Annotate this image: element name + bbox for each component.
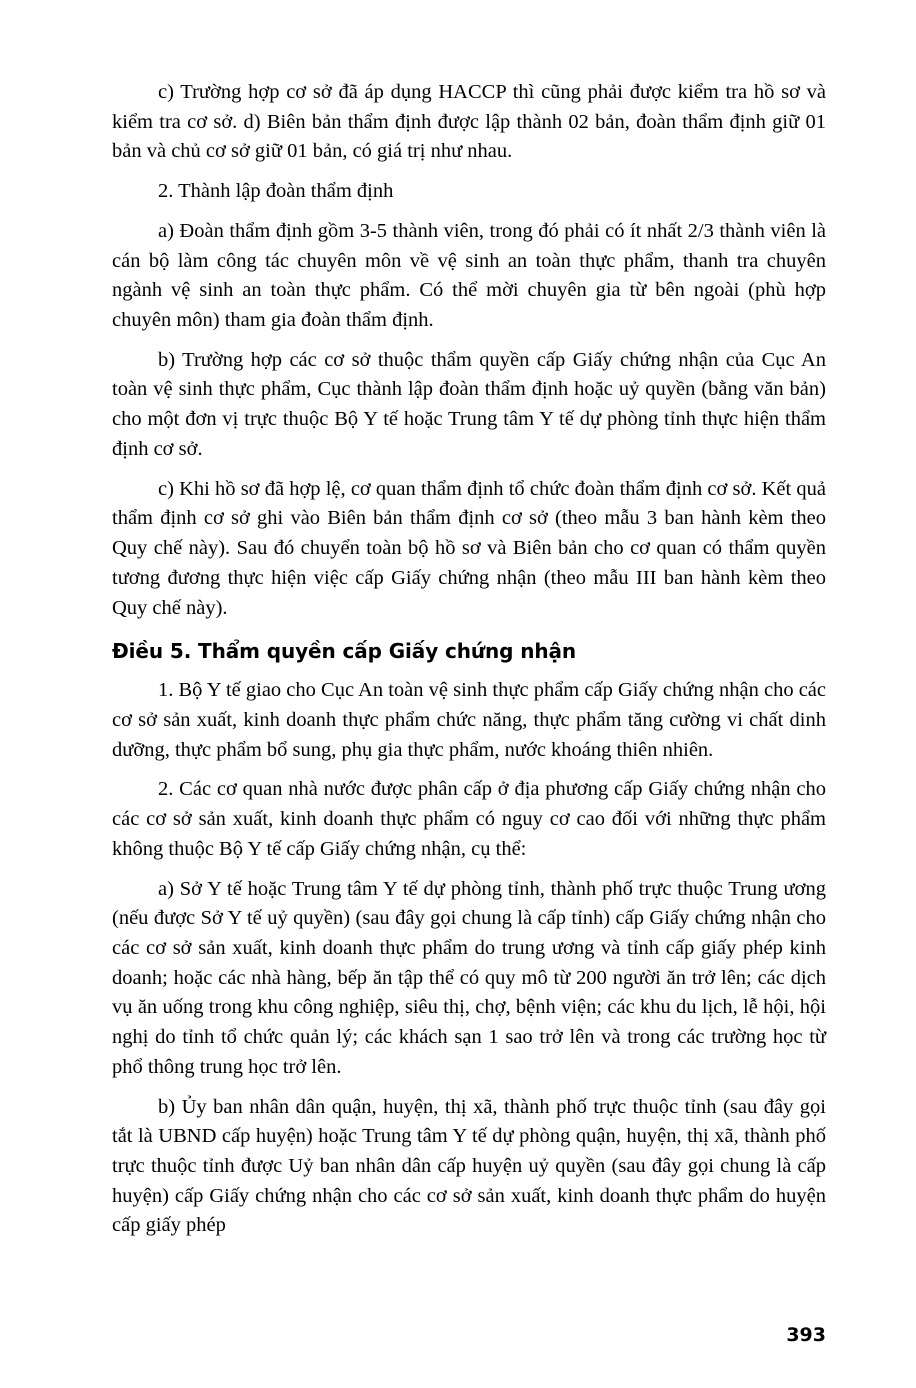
section-heading: Điều 5. Thẩm quyền cấp Giấy chứng nhận <box>112 639 577 664</box>
paragraph: a) Đoàn thẩm định gồm 3-5 thành viên, trong đó phải có ít nhất 2/3 thành viên là cán bộ làm công tác chuyên môn về vệ sinh an toàn thực phẩm, thanh tra chuyên ngành vệ sinh an toàn thực phẩm. Có thể mời chuyên gia từ bên ngoài (phù hợp chuyên môn) tham gia đoàn thẩm định. <box>112 219 826 332</box>
paragraph: c) Khi hồ sơ đã hợp lệ, cơ quan thẩm định tổ chức đoàn thẩm định cơ sở. Kết quả thẩm định cơ sở ghi vào Biên bản thẩm định cơ sở (theo mẫu 3 ban hành kèm theo Quy chế này). Sau đó chuyển toàn bộ hồ sơ và Biên bản cho cơ quan có thẩm quyền tương đương thực hiện việc cấp Giấy chứng nhận (theo mẫu III ban hành kèm theo Quy chế này). <box>112 477 826 619</box>
paragraph: 1. Bộ Y tế giao cho Cục An toàn vệ sinh thực phẩm cấp Giấy chứng nhận cho các cơ sở sản xuất, kinh doanh thực phẩm chức năng, thực phẩm tăng cường vi chất dinh dưỡng, thực phẩm bổ sung, phụ gia thực phẩm, nước khoáng thiên nhiên. <box>112 679 826 761</box>
paragraph: 2. Thành lập đoàn thẩm định <box>158 180 394 203</box>
page-number: 393 <box>786 1324 826 1346</box>
paragraph: a) Sở Y tế hoặc Trung tâm Y tế dự phòng tỉnh, thành phố trực thuộc Trung ương (nếu được Sở Y tế uỷ quyền) (sau đây gọi chung là cấp tỉnh) cấp Giấy chứng nhận cho các cơ sở sản xuất, kinh doanh thực phẩm do trung ương và tỉnh cấp giấy phép kinh doanh; hoặc các nhà hàng, bếp ăn tập thể có quy mô từ 200 người ăn trở lên; các dịch vụ ăn uống trong khu công nghiệp, siêu thị, chợ, bệnh viện; các khu du lịch, lễ hội, hội nghị do tỉnh tổ chức quản lý; các khách sạn 1 sao trở lên và trong các trường học từ phổ thông trung học trở lên. <box>112 877 826 1078</box>
paragraph: b) Trường hợp các cơ sở thuộc thẩm quyền cấp Giấy chứng nhận của Cục An toàn vệ sinh thực phẩm, Cục thành lập đoàn thẩm định hoặc uỷ quyền (bằng văn bản) cho một đơn vị trực thuộc Bộ Y tế hoặc Trung tâm Y tế dự phòng tỉnh thực hiện thẩm định cơ sở. <box>112 348 826 460</box>
paragraph: b) Ủy ban nhân dân quận, huyện, thị xã, thành phố trực thuộc tỉnh (sau đây gọi tắt là UBND cấp huyện) hoặc Trung tâm Y tế dự phòng quận, huyện, thị xã, thành phố trực thuộc tỉnh được Uỷ ban nhân dân cấp huyện uỷ quyền (sau đây gọi chung là cấp huyện) cấp Giấy chứng nhận cho các cơ sở sản xuất, kinh doanh thực phẩm do huyện cấp giấy phép <box>112 1095 826 1237</box>
paragraph: c) Trường hợp cơ sở đã áp dụng HACCP thì cũng phải được kiểm tra hồ sơ và kiểm tra cơ sở. d) Biên bản thẩm định được lập thành 02 bản, đoàn thẩm định giữ 01 bản và chủ cơ sở giữ 01 bản, có giá trị như nhau. <box>112 81 826 163</box>
paragraph: 2. Các cơ quan nhà nước được phân cấp ở địa phương cấp Giấy chứng nhận cho các cơ sở sản xuất, kinh doanh thực phẩm có nguy cơ cao đối với những thực phẩm không thuộc Bộ Y tế cấp Giấy chứng nhận, cụ thể: <box>112 778 826 860</box>
document-body <box>112 78 826 1241</box>
